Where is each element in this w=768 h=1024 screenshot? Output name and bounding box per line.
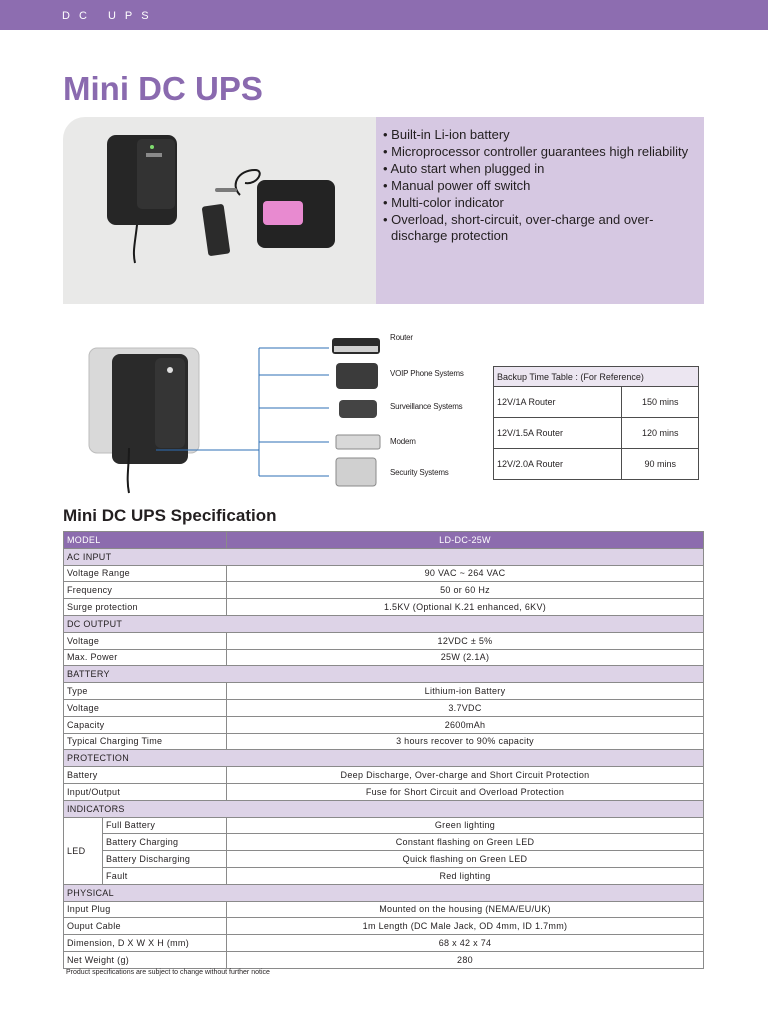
feature-item: • Multi-color indicator bbox=[383, 194, 504, 210]
device-label-surveillance: Surveillance Systems bbox=[390, 402, 463, 411]
spec-value: 1.5KV (Optional K.21 enhanced, 6KV) bbox=[227, 599, 704, 616]
page-title: Mini DC UPS bbox=[63, 70, 263, 107]
spec-value: 3.7VDC bbox=[227, 699, 704, 716]
spec-name: Voltage bbox=[64, 632, 227, 649]
section-label: DC OUTPUT bbox=[64, 615, 704, 632]
spec-value: Constant flashing on Green LED bbox=[227, 834, 704, 851]
device-label-voip: VOIP Phone Systems bbox=[390, 369, 464, 378]
backup-time-table bbox=[493, 366, 699, 480]
led-group-label: LED bbox=[64, 817, 103, 884]
device-label-router: Router bbox=[390, 333, 413, 342]
device-label-modem: Modem bbox=[390, 437, 416, 446]
table-row bbox=[64, 683, 704, 700]
feature-item: • Microprocessor controller guarantees high reliability bbox=[383, 143, 689, 159]
spec-name: Input Plug bbox=[64, 901, 227, 918]
spec-title: Mini DC UPS Specification bbox=[63, 506, 277, 525]
table-row bbox=[64, 867, 704, 884]
spec-value: 3 hours recover to 90% capacity bbox=[227, 733, 704, 750]
category-label: DC UPS bbox=[62, 10, 158, 22]
spec-name: Max. Power bbox=[64, 649, 227, 666]
backup-table-title: Backup Time Table : (For Reference) bbox=[494, 367, 699, 387]
model-value: LD-DC-25W bbox=[227, 532, 704, 549]
spec-value: Deep Discharge, Over-charge and Short Circuit Protection bbox=[227, 767, 704, 784]
spec-value: 12VDC ± 5% bbox=[227, 632, 704, 649]
table-row bbox=[494, 418, 699, 449]
spec-name: Net Weight (g) bbox=[64, 951, 227, 968]
table-row bbox=[64, 783, 704, 800]
table-row bbox=[494, 449, 699, 480]
table-row bbox=[64, 817, 704, 834]
spec-value: 25W (2.1A) bbox=[227, 649, 704, 666]
table-row bbox=[64, 565, 704, 582]
table-row bbox=[64, 767, 704, 784]
disclaimer-note: Product specifications are subject to change without further notice bbox=[66, 969, 270, 976]
spec-name: Input/Output bbox=[64, 783, 227, 800]
feature-list bbox=[383, 127, 703, 245]
table-row bbox=[64, 901, 704, 918]
feature-item: • Built-in Li-ion battery bbox=[383, 127, 510, 142]
spec-name: Full Battery bbox=[103, 817, 227, 834]
table-row bbox=[64, 649, 704, 666]
section-label: BATTERY bbox=[64, 666, 704, 683]
section-row-physical bbox=[64, 884, 704, 901]
model-label: MODEL bbox=[64, 532, 227, 549]
spec-value: 2600mAh bbox=[227, 716, 704, 733]
spec-value: Fuse for Short Circuit and Overload Protection bbox=[227, 783, 704, 800]
spec-name: Type bbox=[64, 683, 227, 700]
backup-time: 150 mins bbox=[622, 387, 699, 418]
section-label: PROTECTION bbox=[64, 750, 704, 767]
spec-value: Red lighting bbox=[227, 867, 704, 884]
spec-name: Voltage bbox=[64, 699, 227, 716]
top-banner bbox=[0, 0, 768, 30]
spec-name: Battery Discharging bbox=[103, 851, 227, 868]
spec-name: Battery Charging bbox=[103, 834, 227, 851]
section-label: INDICATORS bbox=[64, 800, 704, 817]
feature-item: • Auto start when plugged in bbox=[383, 160, 545, 176]
spec-name: Ouput Cable bbox=[64, 918, 227, 935]
table-row bbox=[64, 834, 704, 851]
spec-header-row bbox=[64, 532, 704, 549]
backup-load: 12V/1.5A Router bbox=[494, 418, 622, 449]
spec-table bbox=[63, 531, 704, 969]
ups-product-image bbox=[80, 125, 370, 275]
spec-value: 280 bbox=[227, 951, 704, 968]
feature-item: • Overload, short-circuit, over-charge and over-discharge protection bbox=[383, 211, 654, 244]
spec-name: Capacity bbox=[64, 716, 227, 733]
table-row bbox=[64, 582, 704, 599]
spec-value: Green lighting bbox=[227, 817, 704, 834]
backup-table-header bbox=[494, 367, 699, 387]
spec-name: Dimension, D X W X H (mm) bbox=[64, 935, 227, 952]
section-row-protection bbox=[64, 750, 704, 767]
spec-name: Typical Charging Time bbox=[64, 733, 227, 750]
spec-value: 1m Length (DC Male Jack, OD 4mm, ID 1.7mm) bbox=[227, 918, 704, 935]
section-row-ac-input bbox=[64, 548, 704, 565]
table-row bbox=[64, 733, 704, 750]
table-row bbox=[64, 599, 704, 616]
backup-load: 12V/1A Router bbox=[494, 387, 622, 418]
spec-value: 50 or 60 Hz bbox=[227, 582, 704, 599]
spec-name: Fault bbox=[103, 867, 227, 884]
spec-value: Lithium-ion Battery bbox=[227, 683, 704, 700]
table-row bbox=[64, 632, 704, 649]
section-row-dc-output bbox=[64, 615, 704, 632]
backup-load: 12V/2.0A Router bbox=[494, 449, 622, 480]
table-row bbox=[64, 851, 704, 868]
backup-time: 90 mins bbox=[622, 449, 699, 480]
table-row bbox=[494, 387, 699, 418]
spec-name: Frequency bbox=[64, 582, 227, 599]
spec-value: 90 VAC ~ 264 VAC bbox=[227, 565, 704, 582]
spec-name: Voltage Range bbox=[64, 565, 227, 582]
spec-name: Battery bbox=[64, 767, 227, 784]
section-row-indicators bbox=[64, 800, 704, 817]
section-row-battery bbox=[64, 666, 704, 683]
spec-value: Quick flashing on Green LED bbox=[227, 851, 704, 868]
feature-item: • Manual power off switch bbox=[383, 177, 531, 193]
table-row bbox=[64, 935, 704, 952]
backup-time: 120 mins bbox=[622, 418, 699, 449]
spec-value: Mounted on the housing (NEMA/EU/UK) bbox=[227, 901, 704, 918]
table-row bbox=[64, 716, 704, 733]
spec-name: Surge protection bbox=[64, 599, 227, 616]
device-label-security: Security Systems bbox=[390, 468, 449, 477]
table-row bbox=[64, 699, 704, 716]
section-label: AC INPUT bbox=[64, 548, 704, 565]
spec-value: 68 x 42 x 74 bbox=[227, 935, 704, 952]
section-label: PHYSICAL bbox=[64, 884, 704, 901]
table-row bbox=[64, 951, 704, 968]
table-row bbox=[64, 918, 704, 935]
